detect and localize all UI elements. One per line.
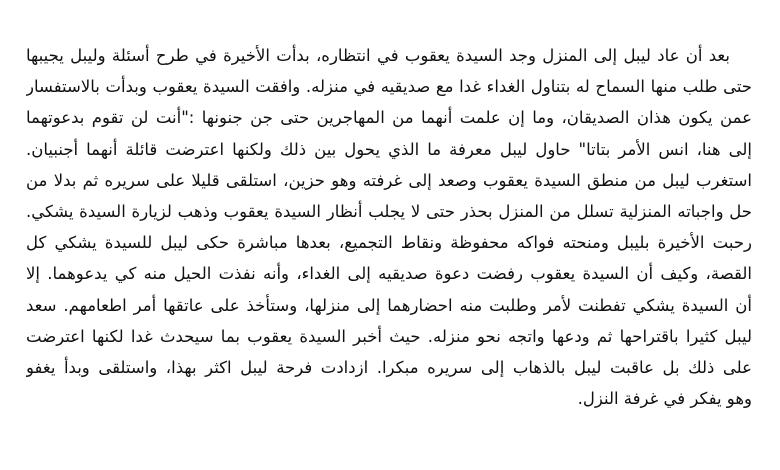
paragraph-line: إلى هنا، انس الأمر بتاتا" حاول ليبل معرفة ما الذي يحول بين ذلك ولكنها اعترضت قائلة أنهما أجنبيان. (26, 139, 752, 159)
paragraph-line: حتى طلب منها السماح له بتناول الغداء غدا مع صديقيه في منزله. وافقت السيدة يعقوب وبدأت بالاستفسار (26, 77, 752, 97)
paragraph-line: وهو يفكر في غرفة النزل. (577, 389, 752, 409)
paragraph-line: استغرب ليبل من منطق السيدة يعقوب وصعد إلى غرفته وهو حزين، استلقى قليلا على سريره ثم بدلا من (26, 170, 752, 190)
paragraph-line: عمن يكون هذان الصديقان، وما إن علمت أنهما من المهاجرين حتى جن جنونها :"أنت لن تقوم بدعوتهما (26, 108, 752, 128)
paragraph-line: ليبل كثيرا باقتراحها ثم ودعها واتجه نحو منزله. حيث أخبر السيدة يعقوب بما سيحدث غدا لكنها اعترضت (26, 326, 752, 346)
paragraph-line: على ذلك بل عاقبت ليبل بالذهاب إلى سريره مبكرا. ازدادت فرحة ليبل اكثر بهذا، واستلقى وبدأ يغفو (26, 357, 752, 377)
paragraph-line: القصة، وكيف أن السيدة يعقوب رفضت دعوة صديقيه إلى الغداء، وأنه نفذت الحيل منه كي يدعوهما. إلا (26, 264, 752, 284)
paragraph-line: أن السيدة يشكي تفطنت لأمر وطلبت منه احضارهما إلى منزلها، وستأخذ على عاتقها أمر اطعامهم. سعد (26, 295, 752, 315)
paragraph-line: رحبت الأخيرة بليبل ومنحته فواكه محفوظة ونقاط التجميع، بعدها مباشرة حكى ليبل للسيدة يشكي كل (26, 233, 752, 253)
story-paragraph (26, 40, 752, 414)
paragraph-line: حل واجباته المنزلية تسلل من المنزل بحذر حتى لا يجلب أنظار السيدة يعقوب وذهب لزيارة السيدة يشكي. (26, 201, 752, 221)
paragraph-line: بعد أن عاد ليبل إلى المنزل وجد السيدة يعقوب في انتظاره، بدأت الأخيرة في طرح أسئلة وليبل يجيبها (26, 46, 730, 65)
